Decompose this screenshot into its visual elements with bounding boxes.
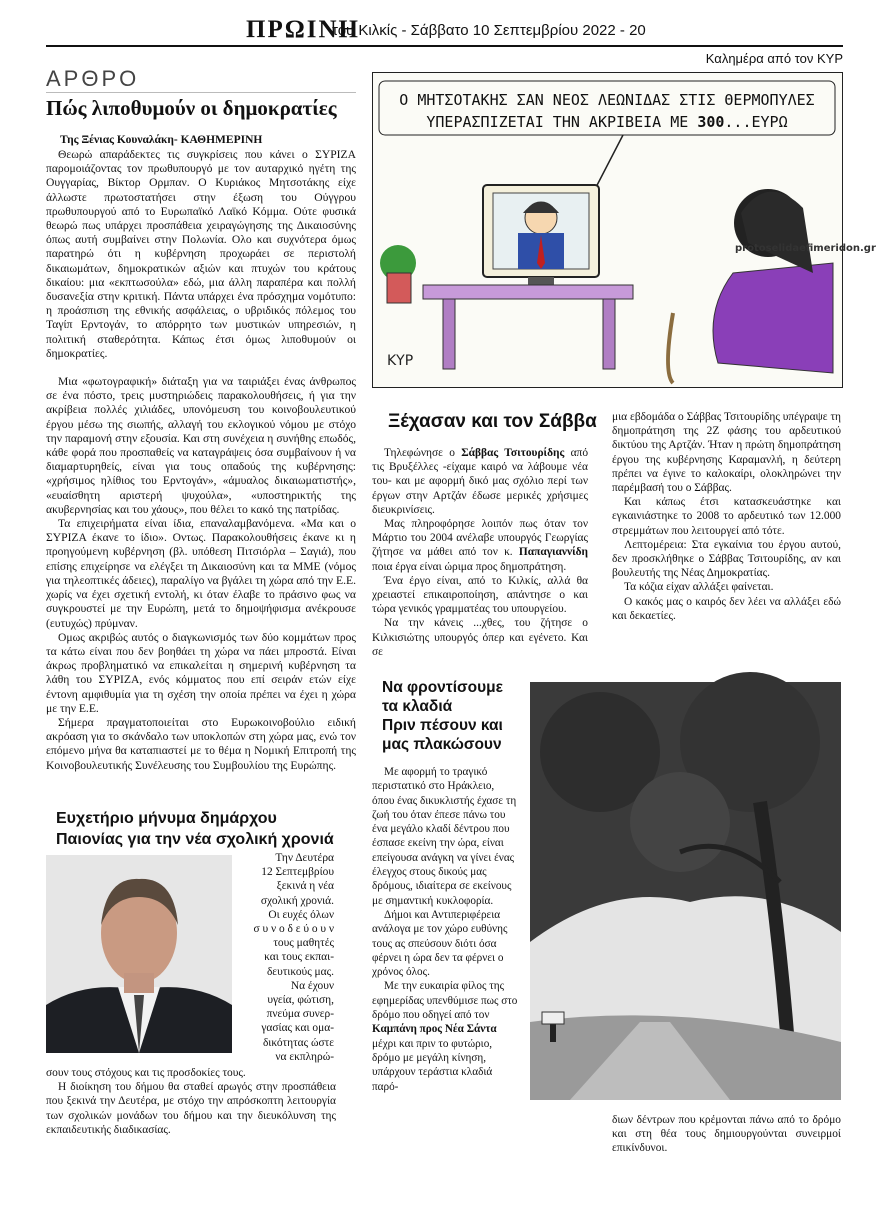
paragraph: Δήμοι και Αντιπεριφέρεια ανάλογα με τον χώρο ευθύνης τους ας σπεύσουν διότι όσα φέρνει η ώρα δεν τα φέρνει ο χρόνος όλος.: [372, 908, 508, 979]
text: ποια έργα είναι ώριμα προς δημοπράτηση.: [372, 560, 567, 573]
article-byline: Της Ξένιας Κουναλάκη- ΚΑΘΗΜΕΡΙΝΗ: [60, 134, 263, 146]
text-line: δικότητας ώστε: [262, 1036, 334, 1049]
cartoon-caption-line2: ΥΠΕΡΑΣΠΙΖΕΤΑΙ ΤΗΝ ΑΚΡΙΒΕΙΑ ΜΕ 300...ΕΥΡΩ: [426, 113, 788, 131]
text-line: ξεκινά η νέα: [276, 880, 334, 893]
text-line: δευτικούς μας.: [266, 965, 334, 978]
mayor-photo: [46, 855, 232, 1053]
paragraph: Λεπτομέρεια: Στα εγκαίνια του έργου αυτού, δεν προσκλήθηκε ο Σάββας Τσιτουρίδης, αν και βουλευτής της Νέας Δημοκρατίας.: [612, 538, 841, 580]
trees-photo: [530, 682, 841, 1100]
title-line: Να φροντίσουμε: [382, 679, 503, 696]
article-title: [382, 678, 503, 754]
text-line: 12 Σεπτεμβρίου: [261, 866, 334, 879]
cartoon-caption-line1: Ο ΜΗΤΣΟΤΑΚΗΣ ΣΑΝ ΝΕΟΣ ΛΕΩΝΙΔΑΣ ΣΤΙΣ ΘΕΡΜΟΠΥΛΕΣ: [399, 91, 815, 109]
title-line: Πριν πέσουν και: [382, 717, 503, 734]
text-line: Την Δευτέρα: [275, 852, 334, 864]
paragraph: [372, 979, 518, 1093]
text-line: Να έχουν: [290, 979, 334, 992]
text-line: γασίας και ομα-: [261, 1022, 334, 1035]
place-name: Καμπάνη προς Νέα Σάντα: [372, 1023, 497, 1036]
section-label: ΑΡΘΡΟ: [46, 66, 140, 91]
paragraph: [372, 616, 588, 659]
text: Ένα έργο είναι, από το Κιλκίς, αλλά θα χρειαστεί επικαιροποίηση, απάντησε ο και τώρα γενικός γραμματέας του υπουργείου.: [372, 574, 588, 616]
cartoon-caption: Καλημέρα από τον ΚΥΡ: [705, 51, 843, 66]
watermark: protoselidaefimeridon.gr: [735, 243, 876, 254]
paragraph: Θεωρώ απαράδεκτες τις συγκρίσεις που κάνει ο ΣΥΡΙΖΑ παρομοιάζοντας τον πρωθυπουργό με τον αυταρχικό ηγέτη της Ουγγαρίας, Βίκτορ Ορμπαν. Ο Κυριάκος Μητσοτάκης είχε άλλωστε πρωτοστατήσει στην έξωση του Ούγγρου πρωθυπουργού από το Ευρωπαϊκό Λαϊκό Κόμμα. Ούτε φυσικά θεωρώ πως υπάρχει προσπάθεια χειραγώγησης της Δικαιοσύνης όπως αυτή συμβαίνει στην Πολωνία. Ολο και συχνότερα όμως παρατηρώ ότι η κυβέρνηση προχωράει σε περιστολή δικαιωμάτων, δημοκρατικών αξιών και πτυχών του κράτους δικαίου: μια «εκπτωσούλα» εδώ, μια άλλη παραπέρα και πολλή δυσανεξία στην κριτική. Πάντα υπάρχει ένα πρόσχημα νομότυπο: η προάσπιση της εθνικής ασφάλειας, ο υβριδικός πόλεμος του Ταγίπ Ερντογάν, το απόρρητο των μυστικών υπηρεσιών, η πολιτική σταθερότητα. Κάπως έτσι όμως λιποθυμούν οι δημοκρατίες.: [46, 148, 356, 360]
title-line: μας πλακώσουν: [382, 736, 502, 753]
text-line: και τους εκπαι-: [264, 951, 334, 964]
paragraph: Τα κόζια είχαν αλλάξει φαίνεται.: [624, 581, 774, 594]
text-line: πνεύμα συνερ-: [266, 1008, 334, 1021]
paragraph: [372, 574, 588, 617]
road-trees-image: [530, 682, 841, 1100]
paragraph: [372, 446, 588, 517]
paragraph: μια εβδομάδα ο Σάββας Τσιτουρίδης υπέγραψε τη δημοπράτηση της 2Ζ φάσης του αρδευτικού δικτύου της Αρτζάν. Ήταν η πρώτη δημοπράτηση έργου της κυβέρνησης Καραμανλή, η δεύτερη πρέπει να έγινε το καλοκαίρι, ολοκληρώνει την παρέμβασή του ο Σάββας.: [612, 411, 841, 495]
title-line: Παιονίας για την νέα σχολική χρονιά: [56, 831, 334, 848]
portrait-image: [46, 855, 232, 1053]
text-line: Οι ευχές όλων: [268, 908, 334, 921]
header-rule: [46, 45, 843, 47]
article-title: Πώς λιποθυμούν οι δημοκρατίες: [46, 96, 337, 120]
article-title: Ξέχασαν και τον Σάββα: [388, 411, 597, 432]
photo-continuation: διων δέντρων που κρέμονται πάνω από το δρόμο και στη θέα τους δημιουργούνται συνειρμοί επικίνδυνοι.: [612, 1114, 841, 1155]
text-line: τους μαθητές: [273, 937, 334, 950]
paragraph: Και κάπως έτσι κατασκευάστηκε και εγκαινιάστηκε το 2008 το αρδευτικό των 12.000 στρεμμάτων που λειτουργεί από τότε.: [612, 496, 841, 537]
paragraph: Ομως ακριβώς αυτός ο διαγκωνισμός των δύο κομμάτων προς τα κάτω είναι που δεν βοηθάει τη χώρα να πάει μπροστά. Είναι άκρως προβληματικό να επικαλείται η σημερινή κυβέρνηση τα λάθη του ΣΥΡΙΖΑ, ενός κόμματος που επί σειράν ετών είχε έντονη αμφιθυμία για τη σχέση την οποία πρέπει να έχει η χώρα με την Ε.Ε.: [46, 630, 356, 715]
text: Με την ευκαιρία φίλος της εφημερίδας υπενθύμισε πως στο δρόμο που οδηγεί από τον: [372, 980, 518, 1022]
cartoon-signature: ΚΥΡ: [387, 353, 414, 369]
text-line: σχολική χρονιά.: [260, 894, 334, 907]
paragraph: Σήμερα πραγματοποιείται στο Ευρωκοινοβούλιο ειδική ακρόαση για το σκάνδαλο των υποκλοπών στη χώρα μας, ενώ τον επόμενο μήνα θα καταπιαστεί με το θέμα η Νομική Επιτροπή της Κοινοβουλευτικής Συνέλευσης του Συμβουλίου της Ευρώπης.: [46, 715, 356, 772]
title-line: τα κλαδιά: [382, 698, 453, 715]
text-line: υγεία, φώτιση,: [267, 994, 334, 1007]
paragraph: Η διοίκηση του δήμου θα σταθεί αρωγός στην προσπάθεια που ξεκινά την Δευτέρα, με στόχο την απρόσκοπτη λειτουργία των σχολικών μονάδων του δήμου και την διευκόλυνση της εκπαιδευτικής διαδικασίας.: [46, 1081, 336, 1136]
text-line: να εκπληρώ-: [275, 1050, 334, 1063]
cartoon: [372, 72, 876, 388]
article-column-1: [372, 446, 588, 659]
article-title: [56, 808, 334, 850]
paragraph: [372, 517, 588, 574]
name: Σάββας Τσιτουρίδης: [461, 447, 565, 459]
title-line: Ευχετήριο μήνυμα δημάρχου: [56, 810, 277, 827]
header-dateline: του Κιλκίς - Σάββατο 10 Σεπτεμβρίου 2022 - 20: [332, 22, 646, 39]
text-line: σ υ ν ο δ ε ύ ο υ ν: [253, 923, 334, 936]
paragraph: σουν τους στόχους και τις προσδοκίες τους.: [46, 1067, 246, 1079]
article-body: [372, 765, 518, 1094]
article-body: [46, 1066, 336, 1137]
name: Παπαγιαννίδη: [518, 546, 588, 559]
section-rule: [46, 92, 356, 93]
text: από τις Βρυξέλλες -είχαμε καιρό να λάβουμε νέα του- και με αφορμή δικό μας σχόλιο περί των έργων στην Αρτζάν έδωσε μερικές χρήσιμες διευκρινίσεις.: [372, 447, 589, 516]
paragraph: Με αφορμή το τραγικό περιστατικό στο Ηράκλειο, όπου ένας δικυκλιστής έχασε τη ζωή του όταν έπεσε πάνω του ένα μεγάλο κλαδί δέντρου που έσπασε εκείνη την ώρα, είναι επείγουσα ανάγκη να γίνει ένας έλεγχος στους δικούς μας δρόμους, ιδιαίτερα σε εκείνους με σημαντική κυκλοφορία.: [372, 766, 517, 907]
text: Να την κάνεις ...χθες, του ζήτησε ο Κιλκισιώτης υπουργός όπερ και εγένετο. Και σε: [372, 617, 588, 658]
article-column-2: [612, 410, 841, 623]
paragraph: Τα επιχειρήματα είναι ίδια, επαναλαμβανόμενα. «Μα και ο ΣΥΡΙΖΑ έκανε το ίδιο». Οντως. Παρακολουθήσεις έκανε κι η προηγούμενη κυβέρνηση (βλ. υπόθεση Πιτσιόρλα – Σαγιά), που επίσης επιχείρησε να ελέγξει τη Δικαιοσύνη και τα ΜΜΕ (νόμος για τηλεοπτικές άδειες), παραλίγο να βγάλει τη χώρα από την Ε.Ε. χωρίς να έχει σχετική εντολή, κι όταν έλαβε το πράσινο φως να συγκρουστεί με την Ευρώπη, μετά το δημοψήφισμα ανέκρουσε (ευτυχώς) πρύμναν.: [46, 517, 356, 630]
newspaper-brand: ΠΡΩΙΝΗ: [246, 16, 360, 43]
text: Τηλεφώνησε ο: [384, 447, 462, 459]
article-side-text: [238, 851, 334, 1064]
text: Μας πληροφόρησε λοιπόν πως όταν τον Μάρτιο του 2004 ανέλαβε υπουργός Γεωργίας ζήτησε να μάθει από τον κ.: [372, 518, 588, 559]
paragraph: Μια «φωτογραφική» διάταξη για να ταιριάξει ένας άνθρωπος σε ένα πόστο, τρεις μυστηριώδεις παρακολουθήσεις, ή για την ακρίβεια πολλές χιλιάδες, υπονόμευση του κοινοβουλευτικού έργου μέσω της σιωπής, αλλαγή του εκλογικού νόμου με στόχο την παραμονή στην εξουσία. Και στη συνέχεια η συνήθης επωδός, κάθε φορά που προσπαθείς να καταγράψεις όσα συμβαίνουν ή να διαμαρτυρηθείς, είναι για τους οπαδούς της κυβέρνησης: «χρήσιμος ηλίθιος του Ερντογάν», «άμυαλος δικαιωματιστής», «ευαίσθητη αριστερή ψυχούλα», «υποστηρικτής της ακυβερνησίας και του χάους», που θέλει το κακό της πατρίδας.: [46, 375, 356, 516]
article-body: [46, 148, 356, 773]
cartoon-drawing: [373, 73, 876, 387]
text: μέχρι και πριν το φυτώριο, δρόμο με μεγάλη κίνηση, υπάρχουν τεράστια κλαδιά παρό-: [372, 1037, 493, 1093]
paragraph: Ο κακός μας ο καιρός δεν λέει να αλλάξει εδώ και δεκαετίες.: [612, 595, 841, 622]
